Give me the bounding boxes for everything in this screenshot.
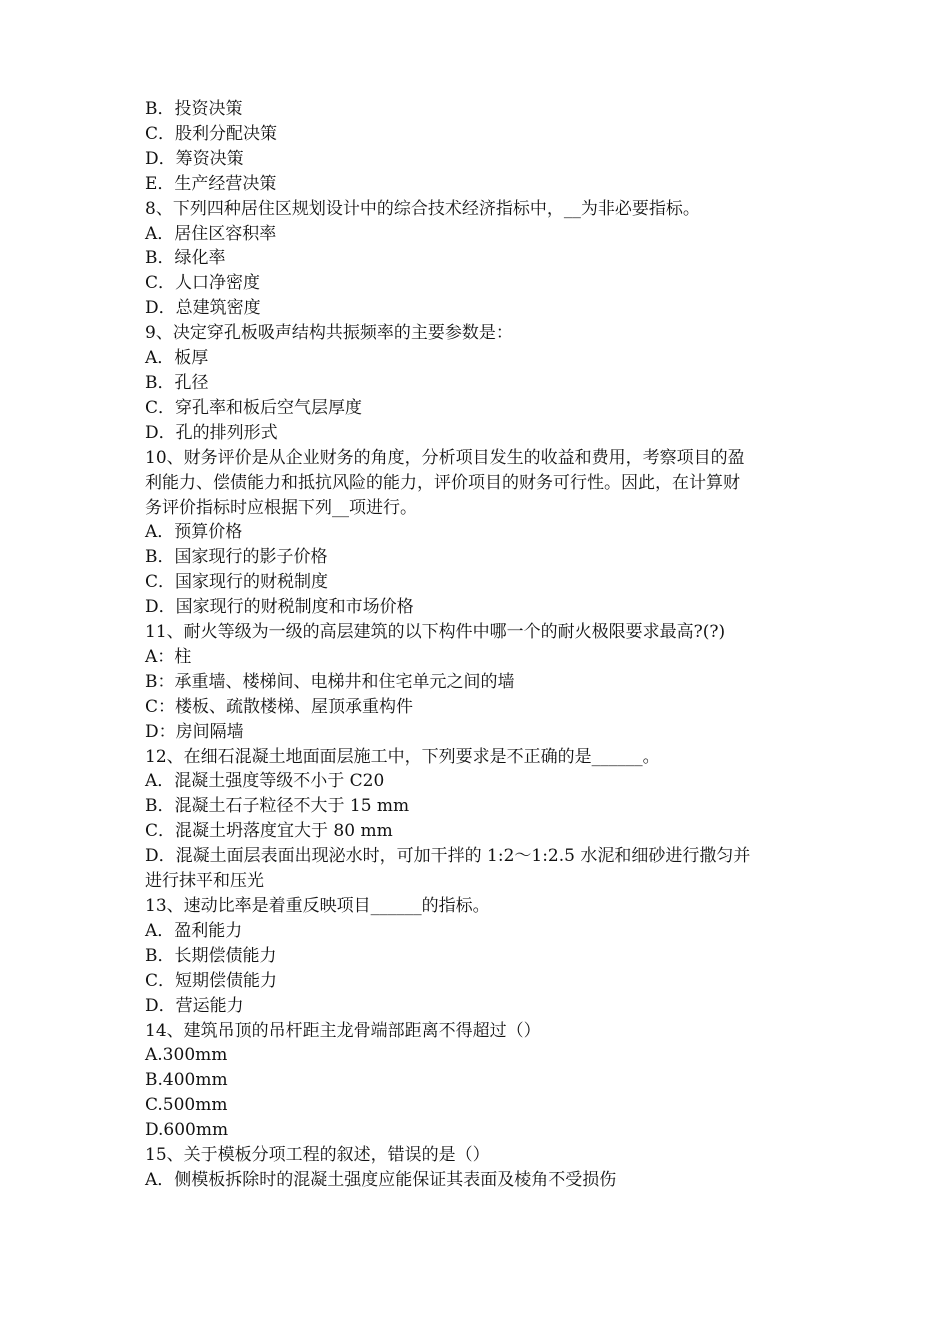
text-line: B．长期偿债能力 — [145, 945, 277, 966]
text-line: 务评价指标时应根据下列__项进行。 — [145, 497, 417, 518]
text-line: B.400mm — [145, 1070, 228, 1091]
question-11: 11、耐火等级为一级的高层建筑的以下构件中哪一个的耐火极限要求最高?(?) — [145, 622, 726, 643]
text-line: D．国家现行的财税制度和市场价格 — [145, 597, 414, 618]
text-line: D．总建筑密度 — [145, 298, 261, 319]
text-line: C．穿孔率和板后空气层厚度 — [145, 397, 363, 418]
text-line: D．营运能力 — [145, 995, 244, 1016]
question-8: 8、下列四种居住区规划设计中的综合技术经济指标中，__为非必要指标。 — [145, 198, 700, 219]
text-line: A．混凝土强度等级不小于 C20 — [145, 771, 385, 792]
text-line: C：楼板、疏散楼梯、屋顶承重构件 — [145, 696, 414, 717]
text-line: C．混凝土坍落度宜大于 80 mm — [145, 821, 393, 842]
text-line: B．绿化率 — [145, 248, 226, 269]
text-line: D：房间隔墙 — [145, 721, 244, 742]
question-10: 10、财务评价是从企业财务的角度，分析项目发生的收益和费用，考察项目的盈 — [145, 447, 745, 468]
text-line: C．短期偿债能力 — [145, 970, 278, 991]
text-line: D.600mm — [145, 1120, 229, 1141]
text-line: A．侧模板拆除时的混凝土强度应能保证其表面及棱角不受损伤 — [145, 1169, 617, 1190]
question-15: 15、关于模板分项工程的叙述，错误的是（） — [145, 1145, 490, 1166]
text-line: E．生产经营决策 — [145, 173, 277, 194]
text-line: B：承重墙、楼梯间、电梯井和住宅单元之间的墙 — [145, 671, 515, 692]
text-line: 利能力、偿债能力和抵抗风险的能力，评价项目的财务可行性。因此，在计算财 — [145, 472, 740, 493]
text-line: 进行抹平和压光 — [145, 871, 264, 892]
question-9: 9、决定穿孔板吸声结构共振频率的主要参数是： — [145, 323, 513, 344]
text-line: A．盈利能力 — [145, 920, 243, 941]
text-line: A．板厚 — [145, 348, 209, 369]
text-line: A：柱 — [145, 646, 192, 667]
text-line: B．孔径 — [145, 372, 209, 393]
question-12: 12、在细石混凝土地面面层施工中，下列要求是不正确的是______。 — [145, 746, 660, 767]
text-line: B．国家现行的影子价格 — [145, 547, 328, 568]
text-line: C．国家现行的财税制度 — [145, 572, 329, 593]
text-line: C．人口净密度 — [145, 273, 261, 294]
text-line: A．预算价格 — [145, 522, 243, 543]
text-line: B．投资决策 — [145, 99, 243, 119]
text-line: D．孔的排列形式 — [145, 422, 278, 443]
text-line: B．混凝土石子粒径不大于 15 mm — [145, 796, 410, 817]
text-line: C.500mm — [145, 1095, 228, 1116]
text-line: D．混凝土面层表面出现泌水时，可加干拌的 1:2～1:2.5 水泥和细砂进行撒匀并 — [145, 846, 751, 867]
text-line: D．筹资决策 — [145, 148, 244, 169]
text-line: C．股利分配决策 — [145, 123, 278, 144]
question-13: 13、速动比率是着重反映项目______的指标。 — [145, 896, 490, 916]
question-14: 14、建筑吊顶的吊杆距主龙骨端部距离不得超过（） — [145, 1020, 541, 1041]
document-body — [145, 97, 825, 1193]
text-line: A．居住区容积率 — [145, 223, 277, 244]
text-line: A.300mm — [145, 1045, 228, 1066]
